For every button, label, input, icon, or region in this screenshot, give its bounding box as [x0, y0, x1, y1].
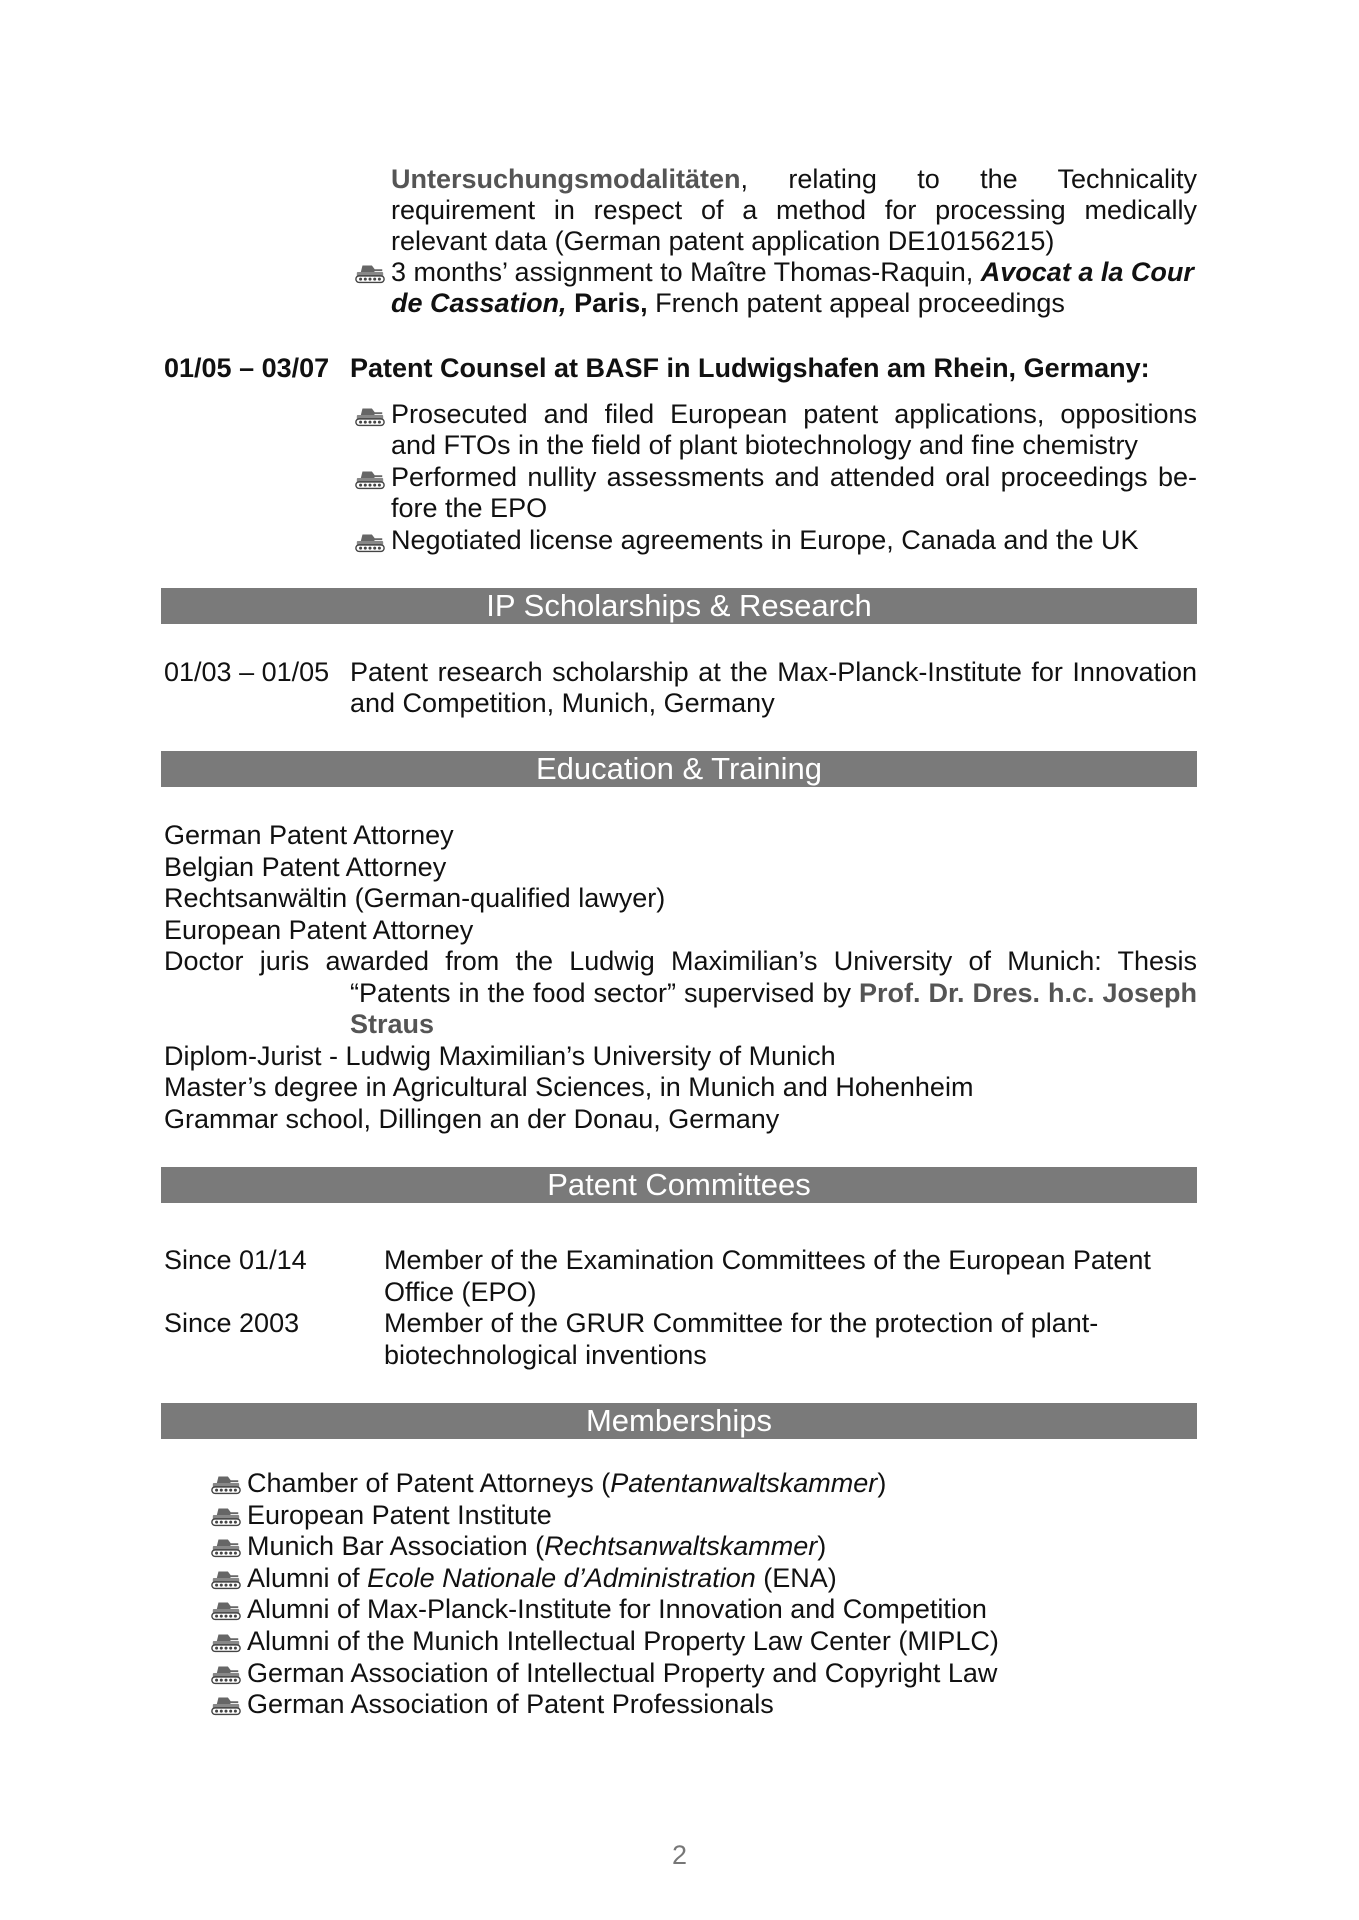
education-line: Master’s degree in Agricultural Sciences, in Munich and Hohenheim	[164, 1072, 974, 1102]
membership-italic: Ecole Nationale d’Administration	[367, 1562, 756, 1593]
membership-italic: Patentanwaltskammer	[610, 1468, 878, 1498]
membership-text: Chamber of Patent Attorneys (	[247, 1468, 611, 1498]
section-header-scholarships: IP Scholarships & Research	[161, 588, 1197, 624]
tank-bullet-icon	[354, 405, 386, 427]
tank-bullet-icon	[210, 1568, 242, 1590]
membership-item	[247, 1500, 552, 1531]
assignment-city: Paris,	[566, 288, 648, 318]
membership-text: Alumni of	[247, 1562, 368, 1593]
tank-bullet-icon	[354, 468, 386, 490]
tank-bullet-icon	[210, 1599, 242, 1621]
assignment-bullet-text	[391, 257, 1201, 319]
membership-item	[247, 1531, 826, 1562]
tank-bullet-icon	[210, 1473, 242, 1495]
tank-bullet-icon	[210, 1663, 242, 1685]
membership-item	[247, 1689, 774, 1720]
membership-item	[247, 1468, 886, 1499]
committee-date: Since 2003	[164, 1308, 300, 1338]
tank-bullet-icon	[210, 1505, 242, 1527]
previous-entry-paragraph	[391, 164, 1197, 257]
section-header-memberships: Memberships	[161, 1403, 1197, 1439]
membership-item	[247, 1594, 987, 1625]
doctorate-line-2	[350, 978, 1197, 1009]
section-header-education: Education & Training	[161, 751, 1197, 787]
basf-title: Patent Counsel at BASF in Ludwigshafen am Rhein, Germany:	[350, 353, 1150, 383]
committee-text: Office (EPO)	[384, 1277, 537, 1307]
basf-dates: 01/05 – 03/07	[164, 353, 330, 383]
education-line: Grammar school, Dillingen an der Donau, Germany	[164, 1104, 780, 1134]
tank-bullet-icon	[354, 531, 386, 553]
supervisor-name-cont: Straus	[350, 1009, 435, 1039]
membership-item	[247, 1626, 999, 1657]
patent-description: , relating to the Technicality requirement in respect of a method for processing medically relevant data (German patent application DE10156215)	[391, 164, 1197, 256]
membership-item	[247, 1563, 837, 1594]
membership-text: German Association of Patent Professionals	[247, 1689, 774, 1720]
education-line: Rechtsanwältin (German-qualified lawyer)	[164, 883, 666, 913]
membership-italic: Rechtsanwaltskammer	[544, 1531, 818, 1562]
thesis-title: “Patents in the food sector” supervised by	[350, 978, 860, 1008]
membership-text: Alumni of the Munich Intellectual Property Law Center (MIPLC)	[247, 1626, 999, 1656]
membership-text: Alumni of Max-Planck-Institute for Innovation and Competition	[247, 1594, 987, 1625]
membership-item	[247, 1658, 997, 1689]
tank-bullet-icon	[354, 262, 386, 284]
supervisor-name: Prof. Dr. Dres. h.c. Joseph	[859, 978, 1197, 1008]
basf-bullet-3: Negotiated license agreements in Europe, Canada and the UK	[391, 525, 1139, 555]
membership-text: Munich Bar Association (	[247, 1531, 545, 1562]
tank-bullet-icon	[210, 1694, 242, 1716]
assignment-rest: French patent appeal proceedings	[647, 288, 1065, 318]
education-line: Diplom-Jurist - Ludwig Maximilian’s University of Munich	[164, 1041, 836, 1071]
membership-text: European Patent Institute	[247, 1499, 552, 1530]
committee-text: biotechnological inventions	[384, 1340, 707, 1370]
membership-text: German Association of Intellectual Property and Copyright Law	[247, 1657, 998, 1688]
basf-bullet-1: Prosecuted and filed European patent applications, oppositions and FTOs in the field of plant biotechnology and fine chemistry	[391, 399, 1197, 460]
scholarship-dates: 01/03 – 01/05	[164, 657, 330, 687]
membership-suffix: )	[877, 1468, 887, 1498]
patent-title-bold: Untersuchungsmodalitäten	[391, 164, 741, 194]
education-line: European Patent Attorney	[164, 915, 474, 945]
tank-bullet-icon	[210, 1631, 242, 1653]
doctorate-line-1: Doctor juris awarded from the Ludwig Maximilian’s University of Munich: Thesis	[164, 946, 1197, 976]
basf-bullet-2: Performed nullity assessments and attended oral proceedings be-fore the EPO	[391, 462, 1197, 523]
tank-bullet-icon	[210, 1536, 242, 1558]
committee-text: Member of the Examination Committees of the European Patent	[384, 1245, 1151, 1275]
page-number: 2	[671, 1840, 688, 1870]
education-line: Belgian Patent Attorney	[164, 852, 447, 882]
membership-suffix: )	[817, 1531, 827, 1562]
committee-text: Member of the GRUR Committee for the protection of plant-	[384, 1308, 1099, 1338]
committee-date: Since 01/14	[164, 1245, 307, 1275]
assignment-text: 3 months’ assignment to Maître Thomas-Raquin,	[391, 257, 981, 287]
membership-suffix: (ENA)	[755, 1562, 837, 1593]
assignment-court: Avocat a la Cour de Cassation,	[391, 257, 1194, 318]
scholarship-text: Patent research scholarship at the Max-Planck-Institute for Innovation and Competition, Munich, Germany	[350, 657, 1197, 718]
section-header-committees: Patent Committees	[161, 1167, 1197, 1203]
education-line: German Patent Attorney	[164, 820, 454, 850]
